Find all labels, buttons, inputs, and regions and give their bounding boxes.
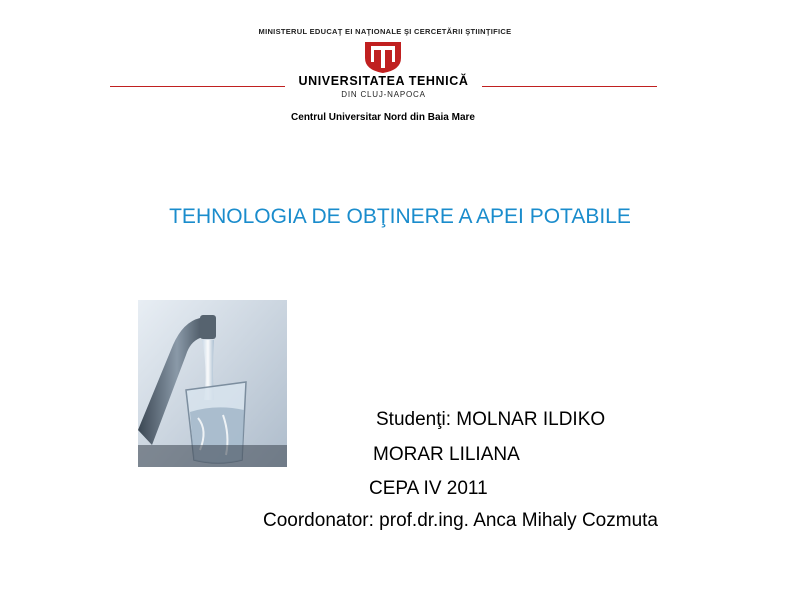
students-line: Studenţi: MOLNAR ILDIKO xyxy=(376,409,606,430)
page-title: TEHNOLOGIA DE OBŢINERE A APEI POTABILE xyxy=(169,205,631,228)
university-name: UNIVERSITATEA TEHNICĂ xyxy=(298,74,469,88)
header-divider-right xyxy=(482,86,657,87)
ministry-name: MINISTERUL EDUCAŢ EI NAŢIONALE ŞI CERCETĂRII ŞTIINŢIFICE xyxy=(258,27,512,36)
course-line: CEPA IV 2011 xyxy=(369,478,488,499)
coordinator-line: Coordonator: prof.dr.ing. Anca Mihaly Cozmuta xyxy=(263,510,658,531)
water-glass-photo xyxy=(138,300,287,467)
student-second: MORAR LILIANA xyxy=(373,444,520,465)
header-divider-left xyxy=(110,86,285,87)
center-name: Centrul Universitar Nord din Baia Mare xyxy=(291,112,475,123)
university-logo-icon xyxy=(362,40,404,74)
university-city: DIN CLUJ-NAPOCA xyxy=(341,90,426,99)
